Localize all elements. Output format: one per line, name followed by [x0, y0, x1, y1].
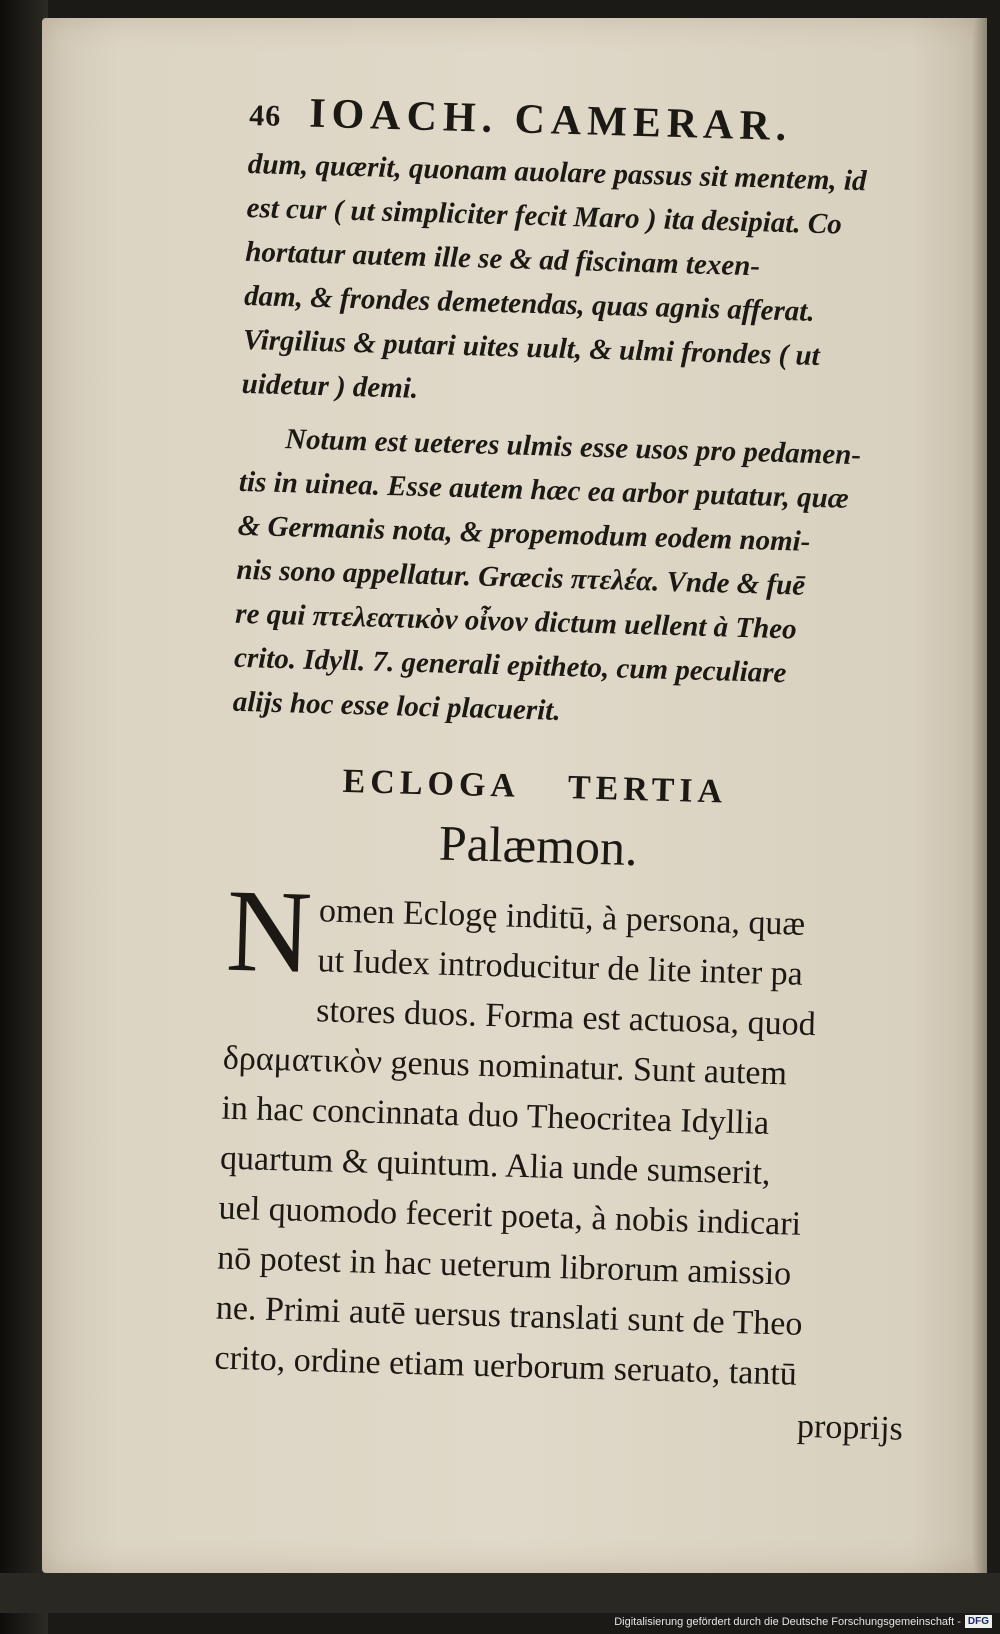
section-heading [230, 760, 921, 817]
text-line: ne. Primi autē uersus translati sunt de Theo [215, 1289, 803, 1343]
credit-text: Digitalisierung gefördert durch die Deutsche Forschungsgemeinschaft - [614, 1615, 961, 1628]
text-line: dam, & frondes demetendas, quas agnis afferat. [243, 279, 816, 328]
text-line: & Germanis nota, & propemodum eodem nomi- [237, 509, 811, 558]
text-line: tis in uinea. Esse autem hæc ea arbor putatur, quæ [238, 465, 850, 515]
text-line: uidetur ) demi. [241, 367, 419, 405]
running-title: IOACH. CAMERAR. [308, 90, 793, 151]
poem-title: Palæmon. [438, 814, 639, 877]
text-line: crito. Idyll. 7. generali epithetο, cum peculiare [233, 641, 787, 690]
text-line: nō potest in hac ueterum librorum amissio [216, 1239, 792, 1293]
text-line: omen Eclogę inditū, à persona, quæ [318, 892, 806, 943]
section-label-tertia: TERTIA [567, 769, 728, 811]
digitization-credit [614, 1615, 992, 1628]
scan-bottom-band [0, 1573, 1000, 1613]
section-label-ecloga: ECLOGA [342, 762, 521, 805]
page-number: 46 [248, 98, 282, 133]
commentary-paragraph-2 [232, 416, 930, 743]
text-line: Virgilius & putari uites uult, & ulmi frondes ( ut [242, 323, 821, 373]
commentary-paragraph-1 [241, 142, 938, 425]
book-spine [0, 0, 48, 1634]
text-line: re qui πτελεατικὸν οἶνον dictum uellent à Theo [234, 597, 798, 646]
text-line: crito, ordine etiam uerborum seruato, tantū [214, 1339, 798, 1393]
text-line: hortatur autem ille se & ad fiscinam texen- [244, 235, 761, 283]
text-line: alijs hoc esse loci placuerit. [232, 685, 562, 727]
argument-paragraph [212, 864, 917, 1455]
text-line: dum, quærit, quonam auolare passus sit mentem, id [247, 147, 867, 198]
page-edge [973, 18, 987, 1573]
text-line: quartum & quintum. Alia unde sumserit, [219, 1139, 771, 1192]
text-line: nis sono appellatur. Græcis πτελέα. Vnde & fuē [236, 553, 806, 602]
text-line: in hac concinnata duo Theocritea Idyllia [220, 1089, 770, 1142]
drop-cap: N [224, 864, 314, 999]
text-line: est cur ( ut simpliciter fecit Maro ) ita desipiat. Co [246, 191, 843, 241]
text-line: δραματικὸν genus nominatur. Sunt autem [222, 1039, 788, 1093]
text-line: uel quomodo fecerit poeta, à nobis indicari [218, 1189, 802, 1243]
catchword: proprijs [796, 1407, 904, 1448]
page-text [212, 88, 939, 1455]
dfg-logo: DFG [965, 1615, 992, 1628]
text-line: stores duos. Forma est actuosa, quod [315, 992, 817, 1044]
text-line: ut Iudex introducitur de lite inter pa [317, 942, 804, 993]
text-line: Notum est ueteres ulmis esse usos pro pedamen- [284, 423, 862, 472]
